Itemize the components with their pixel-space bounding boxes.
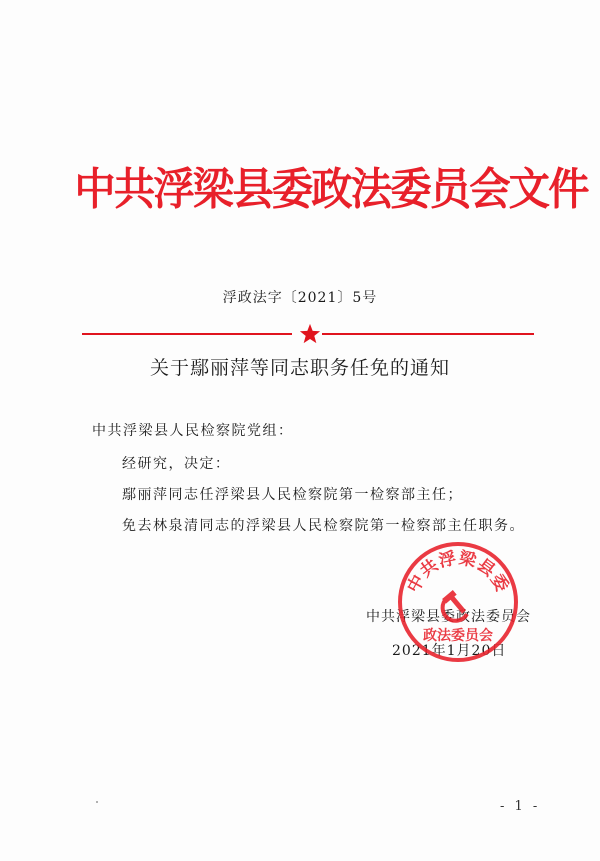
seal-arc-text: 中共浮梁县委 bbox=[403, 548, 513, 597]
notice-title: 关于鄢丽萍等同志职务任免的通知 bbox=[149, 357, 450, 379]
body-paragraph: 鄢丽萍同志任浮梁县人民检察院第一检察部主任； bbox=[122, 487, 463, 503]
page-number: - 1 - bbox=[500, 799, 541, 814]
body-paragraph: 免去林泉清同志的浮梁县人民检察院第一检察部主任职务。 bbox=[122, 518, 525, 534]
red-rule-left bbox=[82, 333, 292, 335]
signature-organization: 中共浮梁县委政法委员会 bbox=[366, 609, 531, 625]
svg-text:中共浮梁县委 bbox=[403, 547, 514, 596]
body-paragraph: 经研究，决定： bbox=[122, 456, 231, 472]
addressee: 中共浮梁县人民检察院党组： bbox=[92, 423, 294, 439]
red-rule-right bbox=[322, 333, 534, 335]
official-seal bbox=[396, 540, 520, 664]
party-emblem-icon bbox=[442, 590, 467, 621]
red-star-icon bbox=[299, 323, 321, 345]
scan-speck bbox=[96, 801, 98, 803]
seal-bottom-text: 政法委员会 bbox=[423, 628, 493, 644]
red-header-title: 中共浮梁县委政法委员会文件 bbox=[74, 164, 588, 215]
document-number: 浮政法字〔2021〕5号 bbox=[222, 290, 378, 306]
signature-date: 2021年1月20日 bbox=[392, 643, 507, 659]
